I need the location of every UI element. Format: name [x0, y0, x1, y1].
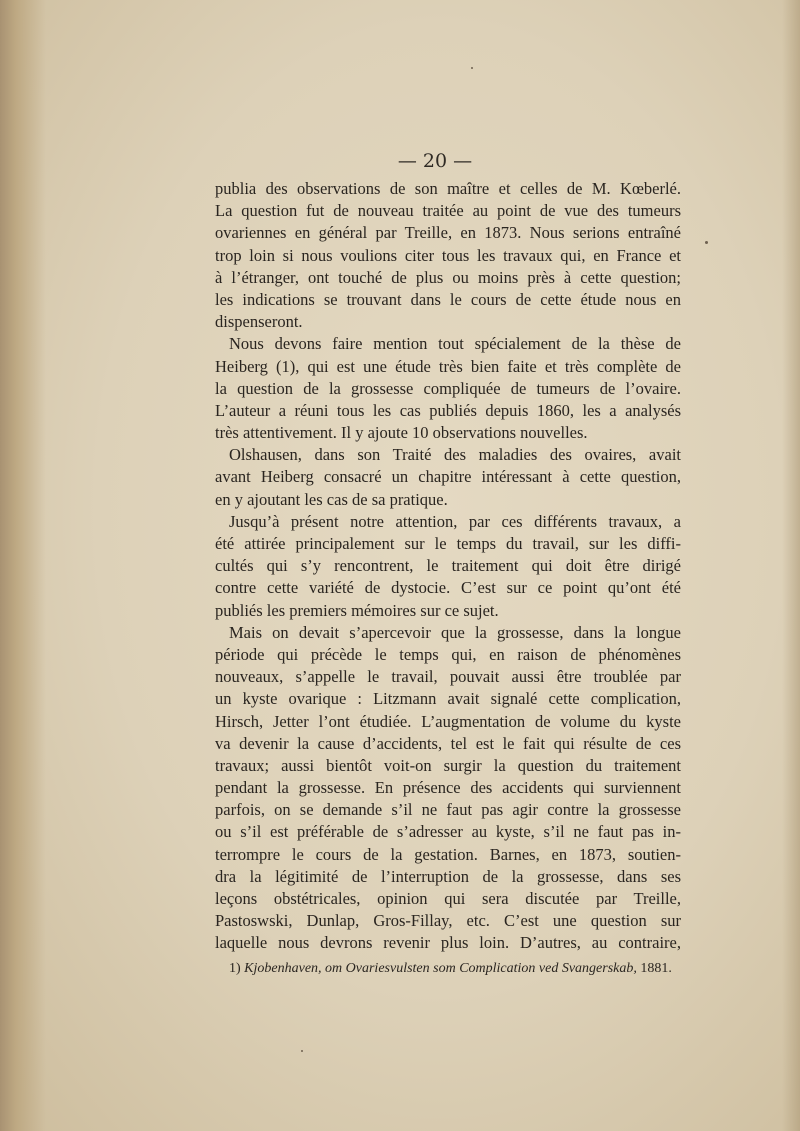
text-line: Pastoswski, Dunlap, Gros-Fillay, etc. C’est une question sur — [215, 911, 681, 931]
text-line: trop loin si nous voulions citer tous les travaux qui, en France et — [215, 245, 681, 265]
text-line: période qui précède le temps qui, en raison de phénomènes — [215, 644, 681, 664]
text-line: terrompre le cours de la gestation. Barnes, en 1873, soutien- — [215, 844, 681, 864]
footnote-citation: Kjobenhaven, om Ovariesvulsten som Complication ved Svangerskab, — [244, 961, 637, 976]
page-number: — 20 — — [397, 150, 473, 172]
text-line: pendant la grossesse. En présence des accidents qui surviennent — [215, 778, 681, 798]
paper-speck — [301, 1050, 303, 1052]
text-line: en y ajoutant les cas de sa pratique. — [215, 489, 448, 509]
text-line: parfois, on se demande s’il ne faut pas agir contre la grossesse — [215, 800, 681, 820]
text-line: L’auteur a réuni tous les cas publiés depuis 1860, les a analysés — [215, 400, 681, 420]
text-line: La question fut de nouveau traitée au point de vue des tumeurs — [215, 201, 681, 221]
text-line: Olshausen, dans son Traité des maladies des ovaires, avait — [229, 445, 681, 465]
text-line: laquelle nous devrons revenir plus loin. D’autres, au contraire, — [215, 933, 681, 953]
text-line: publiés les premiers mémoires sur ce sujet. — [215, 600, 499, 620]
text-line: cultés qui s’y rencontrent, le traitement qui doit être dirigé — [215, 556, 681, 576]
text-line: ou s’il est préférable de s’adresser au kyste, s’il ne faut pas in- — [215, 822, 681, 842]
text-line: la question de la grossesse compliquée de tumeurs de l’ovaire. — [215, 378, 681, 398]
text-line: Mais on devait s’apercevoir que la grossesse, dans la longue — [229, 622, 681, 642]
text-line: leçons obstétricales, opinion qui sera discutée par Treille, — [215, 889, 681, 908]
footnote-year: 1881. — [640, 961, 672, 976]
text-line: les indications se trouvant dans le cours de cette étude nous en — [215, 289, 681, 309]
paper-speck — [705, 241, 708, 244]
text-line: nouveaux, s’appelle le travail, pouvait aussi être troublée par — [215, 667, 681, 687]
paper-speck — [471, 67, 473, 69]
text-line: contre cette variété de dystocie. C’est sur ce point qu’ont été — [215, 578, 681, 598]
text-line: va devenir la cause d’accidents, tel est le fait qui résulte de ces — [215, 733, 681, 753]
text-line: dra la légitimité de l’interruption de la grossesse, dans ses — [215, 866, 681, 886]
text-line: Heiberg (1), qui est une étude très bien faite et très complète de — [215, 356, 681, 376]
text-line: Nous devons faire mention tout spécialement de la thèse de — [229, 334, 681, 354]
text-line: très attentivement. Il y ajoute 10 observations nouvelles. — [215, 423, 588, 443]
text-line: Hirsch, Jetter l’ont étudiée. L’augmentation de volume du kyste — [215, 711, 681, 731]
text-line: dispenseront. — [215, 312, 303, 332]
text-line: publia des observations de son maître et celles de M. Kœberlé. — [215, 179, 681, 198]
text-line: avant Heiberg consacré un chapitre intéressant à cette question, — [215, 467, 681, 487]
text-line: été attirée principalement sur le temps du travail, sur les diffi- — [215, 534, 681, 553]
body-text — [215, 178, 681, 955]
footnote-marker: 1) — [229, 961, 241, 976]
text-line: un kyste ovarique : Litzmann avait signalé cette complication, — [215, 689, 681, 709]
text-line: travaux; aussi bientôt voit-on surgir la question du traitement — [215, 755, 681, 775]
text-line: Jusqu’à présent notre attention, par ces différents travaux, a — [229, 511, 681, 531]
footnote — [229, 961, 689, 977]
text-line: ovariennes en général par Treille, en 1873. Nous serions entraîné — [215, 223, 681, 243]
text-line: à l’étranger, ont touché de plus ou moins près à cette question; — [215, 267, 681, 287]
